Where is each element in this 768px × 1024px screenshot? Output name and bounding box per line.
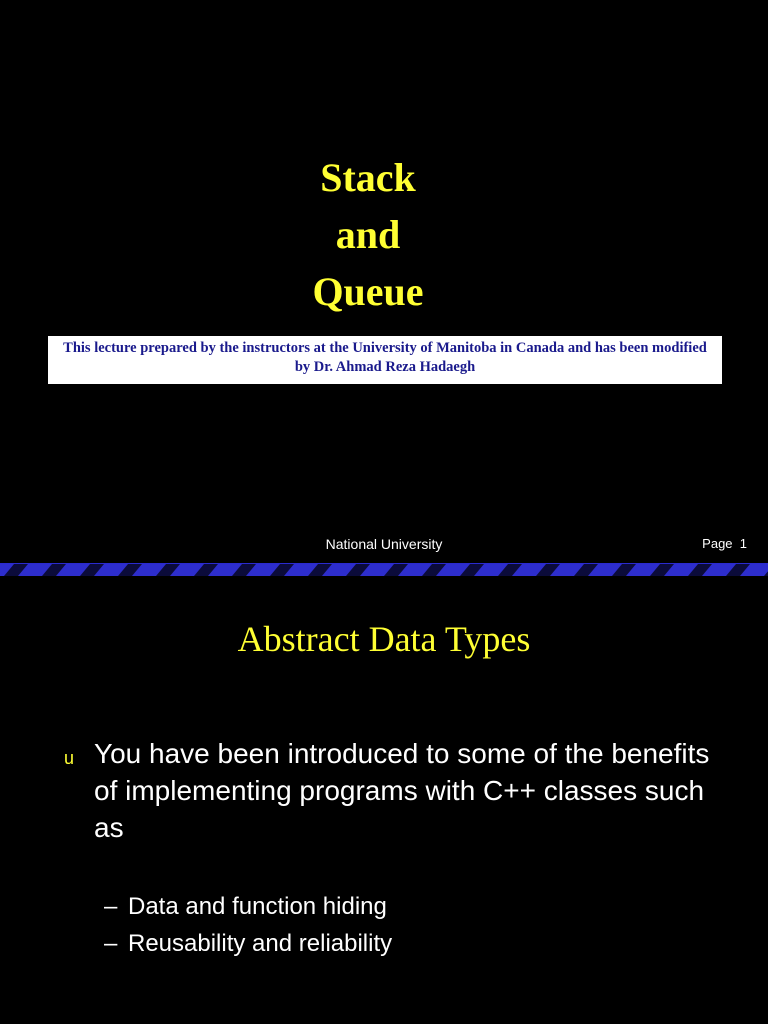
bullet-text: You have been introduced to some of the benefits of implementing programs with C++ classes such as [94, 738, 710, 843]
slide-2-title: Abstract Data Types [237, 619, 531, 659]
sub-bullet-item [104, 892, 387, 922]
slide-title-line-3: Queue [312, 269, 424, 314]
slide-title-line-2: and [335, 212, 401, 257]
footer-institution: National University [325, 536, 443, 552]
slide-divider [0, 563, 768, 577]
sub-bullet-text: Data and function hiding [128, 893, 387, 920]
footer-page-number: Page 1 [702, 536, 747, 551]
sub-bullet-item [104, 929, 392, 959]
bullet-marker: u [64, 748, 75, 768]
sub-bullet-dash: – [104, 893, 118, 920]
credit-box: This lecture prepared by the instructors at the University of Manitoba in Canada and has been modified by Dr. Ahmad Reza Hadaegh [48, 336, 722, 384]
sub-bullet-dash: – [104, 930, 118, 957]
slide-title-line-1: Stack [320, 155, 416, 200]
sub-bullet-text: Reusability and reliability [128, 930, 393, 957]
divider-stripes [0, 564, 768, 576]
